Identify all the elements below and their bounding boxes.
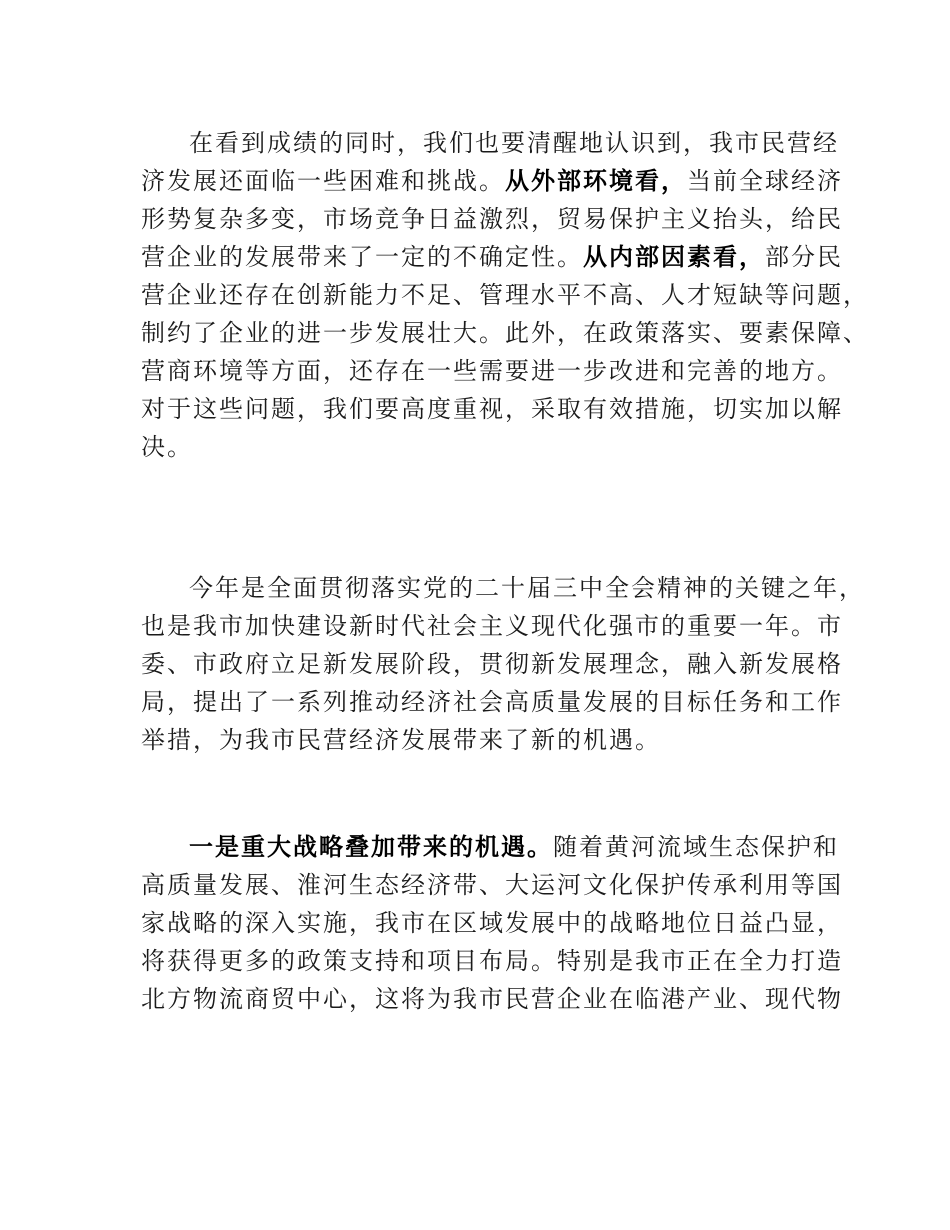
text-line: 委、市政府立足新发展阶段，贯彻新发展理念，融入新发展格 xyxy=(141,650,843,678)
text-line: 营企业还存在创新能力不足、管理水平不高、人才短缺等问题， xyxy=(141,281,869,309)
text-line: 形势复杂多变，市场竞争日益激烈，贸易保护主义抬头，给民 xyxy=(141,205,843,233)
text-line: 局，提出了一系列推动经济社会高质量发展的目标任务和工作 xyxy=(141,688,843,716)
text-line: 济发展还面临一些困难和挑战。从外部环境看，当前全球经济 xyxy=(141,167,843,195)
text-line: 今年是全面贯彻落实党的二十届三中全会精神的关键之年， xyxy=(189,574,865,602)
paragraph-challenges xyxy=(141,124,869,466)
bold-heading-strategy: 一是重大战略叠加带来的机遇。 xyxy=(189,833,553,861)
text-line: 高质量发展、淮河生态经济带、大运河文化保护传承利用等国 xyxy=(141,871,843,899)
text-line: 对于这些问题，我们要高度重视，采取有效措施，切实加以解 xyxy=(141,395,843,423)
text-line: 也是我市加快建设新时代社会主义现代化强市的重要一年。市 xyxy=(141,612,843,640)
text-line: 举措，为我市民营经济发展带来了新的机遇。 xyxy=(141,726,661,754)
paragraph-opportunities-intro xyxy=(141,569,865,759)
text-line: 在看到成绩的同时，我们也要清醒地认识到，我市民营经 xyxy=(189,129,839,157)
bold-heading-external: 从外部环境看， xyxy=(505,167,687,195)
text-line: 家战略的深入实施，我市在区域发展中的战略地位日益凸显， xyxy=(141,909,843,937)
text-line: 制约了企业的进一步发展壮大。此外，在政策落实、要素保障、 xyxy=(141,319,869,347)
paragraph-strategy-opportunity xyxy=(141,828,843,1018)
text-line: 决。 xyxy=(141,433,193,461)
text-line: 营企业的发展带来了一定的不确定性。从内部因素看，部分民 xyxy=(141,243,843,271)
text-line: 营商环境等方面，还存在一些需要进一步改进和完善的地方。 xyxy=(141,357,843,385)
text-line: 北方物流商贸中心，这将为我市民营企业在临港产业、现代物 xyxy=(141,985,843,1013)
text-line: 将获得更多的政策支持和项目布局。特别是我市正在全力打造 xyxy=(141,947,843,975)
text-line: 一是重大战略叠加带来的机遇。随着黄河流域生态保护和 xyxy=(189,833,839,861)
bold-heading-internal: 从内部因素看， xyxy=(583,243,765,271)
